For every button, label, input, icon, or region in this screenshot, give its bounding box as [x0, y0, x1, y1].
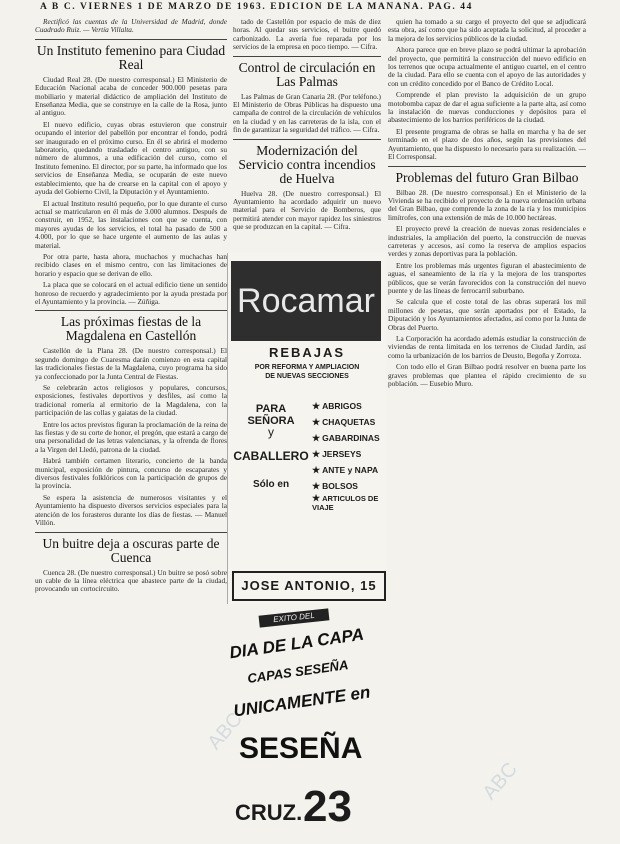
- ad-item-label: GABARDINAS: [322, 433, 380, 443]
- ad-item-list: [312, 398, 384, 512]
- ad-brand-sesena: SESEÑA: [239, 732, 363, 765]
- advertisement-capas-sesena: [225, 604, 385, 842]
- column-right: [388, 18, 586, 842]
- page-masthead: A B C. VIERNES 1 DE MARZO DE 1963. EDICION DE LA MAÑANA. PAG. 44: [40, 2, 473, 12]
- ad-headline: REBAJAS: [268, 345, 346, 360]
- headline-instituto: Un Instituto femenino para Ciudad Real: [36, 42, 226, 72]
- paragraph: Castellón de la Plana 28. (De nuestro corresponsal.) El segundo domingo de Cuaresma darán comienzo en esta capital las tradicionales fiestas de la Magdalena, cuyo programa ha sido ya confeccionado por la Junta Central de Fiestas.: [35, 346, 227, 381]
- ad-item: [312, 414, 384, 430]
- ad-only-at: Sólo en: [252, 479, 290, 490]
- paragraph: Comprende el plan previsto la adquisición de un grupo motobomba capaz de dar el agua suficiente a la parte alta, así como la instalación de nuevas conducciones y depósitos para el abastecimiento de los barrios periféricos de la ciudad.: [388, 90, 586, 125]
- paragraph: tado de Castellón por espacio de más de diez horas. Al quedar sus servicios, el buitre quedó carbonizado. La avería fue reparada por los servicios de la empresa en poco tiempo. — Cifra.: [233, 18, 381, 52]
- ad-street-number: 23: [303, 782, 352, 831]
- paragraph: La Corporación ha acordado además estudiar la construcción de viviendas de renta limitada en los terrenos de Ciudad Jardín, así como la urbanización de los barrios de Deusto, Begoña y Zorroza.: [388, 334, 586, 360]
- star-icon: ★: [312, 493, 321, 503]
- divider: [35, 310, 227, 311]
- headline-gran-bilbao: Problemas del futuro Gran Bilbao: [395, 169, 579, 185]
- paragraph: Por otra parte, hasta ahora, muchachos y muchachas han recibido clases en el mismo centro, con las limitaciones de horario y espacio que se derivan de ello.: [35, 251, 227, 278]
- star-icon: ★: [312, 433, 321, 443]
- ad-subheadline: [228, 363, 386, 381]
- divider: [35, 532, 227, 533]
- ad-item-label: ABRIGOS: [322, 401, 362, 411]
- ad-sub-line: POR REFORMA Y AMPLIACION: [254, 364, 360, 371]
- star-icon: ★: [312, 401, 321, 411]
- paragraph: Ciudad Real 28. (De nuestro corresponsal.) El Ministerio de Educación Nacional acaba de conceder 900.000 pesetas para mobiliario y material didáctico de ampliación del Instituto de Enseñanza Media, que se construye en la calle de la Rosa, junto al antiguo.: [35, 74, 227, 118]
- star-icon: ★: [312, 481, 321, 491]
- paragraph: El proyecto prevé la creación de nuevas zonas residenciales e industriales, la ampliación del puerto, la construcción de nuevas carreteras y accesos, así como la reserva de amplios espacios verdes y zonas deportivas para la población.: [388, 224, 586, 259]
- divider: [388, 166, 586, 167]
- star-icon: ★: [312, 449, 321, 459]
- column-left: [35, 18, 227, 842]
- paragraph: Habrá también certamen literario, concierto de la banda municipal, exposición de pintura, concurso de escaparates y diversos festivales folklóricos con la participación de grupos de la provincia.: [35, 456, 227, 491]
- paragraph: La placa que se colocará en el actual edificio tiene un sentido honroso de recuerdo y agradecimiento por la ayuda prestada por el Ayuntamiento y la provincia. — Zúñiga.: [35, 280, 227, 306]
- ad-item-label: BOLSOS: [322, 481, 358, 491]
- ad-item-label: ARTICULOS DE VIAJE: [312, 494, 379, 512]
- paragraph: Las Palmas de Gran Canaria 28. (Por teléfono.) El Ministerio de Obras Públicas ha dispuesto una campaña de control de la circulación de vehículos en la ciudad y en las carreteras de la isla, con el fin de garantizar la seguridad del tráfico. — Cifra.: [233, 91, 381, 135]
- paragraph: Entre los problemas más urgentes figuran el abastecimiento de aguas, el saneamiento de la ría y la mejora de los transportes públicos, que se verán favorecidos con la construcción del nuevo puente y de las líneas de ferrocarril suburbano.: [388, 260, 586, 295]
- ad-audience-women: PARA SEÑORA: [247, 403, 295, 427]
- headline-huelva: Modernización del Servicio contra incendios de Huelva: [238, 142, 376, 186]
- paragraph: Se calcula que el coste total de las obras superará los mil millones de pesetas, que serán aportados por el Estado, la Diputación y los Ayuntamientos afectados, así como por la Junta de Obras del Puerto.: [388, 297, 586, 332]
- advertisement-rocamar: [227, 253, 386, 605]
- paragraph: El presente programa de obras se halla en marcha y ha de ser terminado en el plazo de dos años, según las previsiones del Ayuntamiento, que ha dispuesto lo necesario para su realización. — El Corresponsal.: [388, 126, 586, 162]
- ad-item-label: CHAQUETAS: [322, 417, 376, 427]
- paragraph: El nuevo edificio, cuyas obras estuvieron que construir ocupando el interior del pabellón por encontrar el fondo, podrá ser inaugurado en el próximo curso. En él se abrirá el moderno laboratorio, quedando trasladado el centro antiguo, con su número de alumnos, a una edificación del curso, como el Instituto femenino. El director, por su parte, ha informado que los servicios de Enseñanza Media, se ocuparán de este nuevo establecimiento, que ha de crearse en la capital con el apoyo y ayuda del Gobierno Civil, la Diputación y el Ayuntamiento.: [35, 119, 227, 197]
- headline-magdalena: Las próximas fiestas de la Magdalena en Castellón: [60, 314, 202, 344]
- paragraph: Huelva 28. (De nuestro corresponsal.) El Ayuntamiento ha acordado adquirir un nuevo material para el Servicio de Bomberos, que permitirá atender con mayor rapidez los siniestros que se produzcan en la capital. — Cifra.: [233, 188, 381, 232]
- ad-item: [312, 446, 384, 462]
- ad-item-label: JERSEYS: [322, 449, 362, 459]
- watermark-abc: ABC: [478, 758, 522, 805]
- ad-tag: EXITO DEL: [259, 608, 330, 627]
- divider: [35, 39, 227, 40]
- paragraph: Entre los actos previstos figuran la proclamación de la reina de las fiestas y de su corte de honor, el pregón, que estará a cargo de una personalidad de las letras valencianas, y la ofrenda de flores a la Virgen del Lledó, patrona de la ciudad.: [35, 419, 227, 454]
- divider: [233, 139, 381, 140]
- rocamar-logo: Rocamar: [231, 261, 381, 341]
- star-icon: ★: [312, 417, 321, 427]
- ad-audience-men: CABALLERO: [233, 449, 309, 463]
- ad-address: JOSE ANTONIO, 15: [232, 571, 386, 601]
- divider: [233, 56, 381, 57]
- ad-item: [312, 430, 384, 446]
- ad-line-capas: CAPAS SESEÑA: [246, 657, 350, 686]
- star-icon: ★: [312, 465, 321, 475]
- ad-sub-line: DE NUEVAS SECCIONES: [265, 373, 349, 380]
- ad-street: CRUZ.: [235, 800, 303, 825]
- ad-item: [312, 462, 384, 478]
- paragraph: Ahora parece que en breve plazo se podrá ultimar la aprobación del proyecto, que permitirá la construcción del nuevo edificio en los terrenos que ocupa actualmente el antiguo cuartel, en el centro de la ciudad. Para ello se cuenta con el apoyo de las autoridades y con un crédito concedido por el Banco de Crédito Local.: [388, 45, 586, 88]
- column-middle: [233, 18, 381, 258]
- paragraph: Se celebrarán actos religiosos y populares, concursos, exposiciones, festivales deportivos y desfiles, así como la tradicional romería al ermitorio de la Magdalena, con la participación de las collas y gaiatas de la ciudad.: [35, 383, 227, 418]
- paragraph: Cuenca 28. (De nuestro corresponsal.) Un buitre se posó sobre un cable de la línea eléctrica que abastece parte de la ciudad, provocando un cortocircuito.: [35, 567, 227, 594]
- ad-item: [312, 398, 384, 414]
- article-intro: Rectificó las cuentas de la Universidad de Madrid, donde Cuadrado Ruiz. — Vertía Villalta.: [35, 18, 227, 35]
- paragraph: Con todo ello el Gran Bilbao podrá resolver en buena parte los graves problemas que plantea el rápido crecimiento de su población. — Eusebio Muro.: [388, 362, 586, 389]
- ad-line-dia: DIA DE LA CAPA: [228, 624, 365, 663]
- ad-item: [312, 494, 384, 512]
- ad-line-unicamente: UNICAMENTE en: [232, 682, 372, 721]
- ad-item-label: ANTE y NAPA: [322, 465, 379, 475]
- ad-audience-and: y: [268, 425, 274, 439]
- watermark-abc: ABC: [203, 708, 247, 755]
- paragraph: Bilbao 28. (De nuestro corresponsal.) En el Ministerio de la Vivienda se ha recibido el proyecto de la nueva ordenación urbana del Gran Bilbao, que comprende la zona de la ría y los municipios limítrofes, con una extensión de más de 10.000 hectáreas.: [388, 187, 586, 222]
- headline-las-palmas: Control de circulación en Las Palmas: [238, 59, 376, 89]
- paragraph: Se espera la asistencia de numerosos visitantes y el Ayuntamiento ha dispuesto diversos servicios especiales para la atención de los forasteros durante los días de fiestas. — Manuel Villón.: [35, 492, 227, 528]
- headline-buitre: Un buitre deja a oscuras parte de Cuenca: [42, 535, 220, 565]
- paragraph: El actual Instituto resultó pequeño, por lo que durante el curso actual se matricularon en él más de 3.000 alumnos. Después de construir, en 1952, las instalaciones con que se cuenta, con mayores ayudas de los servicios, el total ha pasado de 500 a 4.000, por lo que se hace urgente el aumento de las aulas y material.: [35, 198, 227, 250]
- ad-item: [312, 478, 384, 494]
- paragraph: quien ha tomado a su cargo el proyecto del que se adjudicará esta obra, así como que ha sido aceptada la solicitud, al proceder a la mejora de los servicios públicos de la ciudad.: [388, 18, 586, 43]
